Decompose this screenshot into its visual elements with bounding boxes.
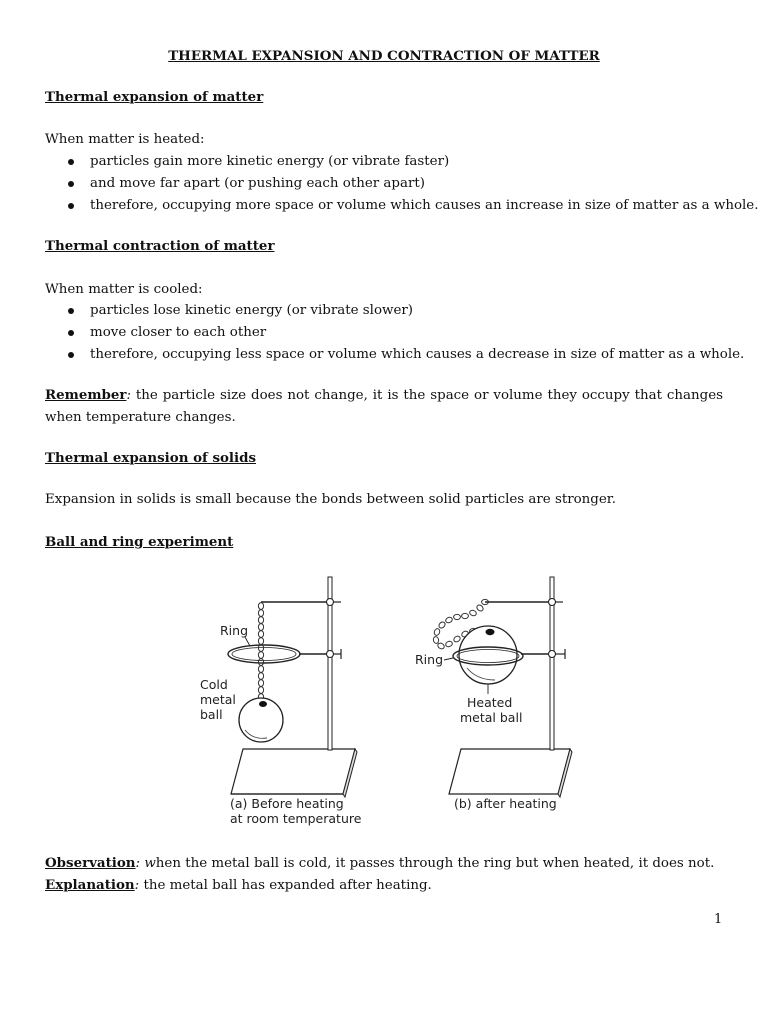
observation-first-letter: w — [144, 856, 156, 871]
expansion-bullet-list — [45, 151, 759, 217]
left-base — [231, 749, 355, 794]
remember-text: the particle size does not change, it is the space or volume they occupy that changes when temperature changes. — [45, 388, 723, 425]
cold-ball-label-line-3: ball — [200, 707, 223, 722]
remember-label: Remember — [45, 387, 127, 403]
explanation-label: Explanation — [45, 877, 135, 893]
explanation-text: the metal ball has expanded after heating. — [139, 878, 432, 893]
right-apparatus — [415, 577, 572, 811]
left-chain — [258, 603, 263, 701]
heading-ball-ring-experiment: Ball and ring experiment — [45, 534, 234, 550]
observation-label: Observation — [45, 855, 136, 871]
list-item: therefore, occupying less space or volume which causes a decrease in size of matter as a whole. — [45, 344, 725, 366]
caption-b: (b) after heating — [454, 796, 557, 811]
caption-a-line-2: at room temperature — [230, 811, 362, 826]
contraction-bullet-list — [45, 300, 745, 366]
cold-ball-label-line-1: Cold — [200, 677, 228, 692]
heated-ball-label-line-2: metal ball — [460, 710, 523, 725]
ball-and-ring-figure — [195, 572, 585, 834]
heading-thermal-expansion-solids: Thermal expansion of solids — [45, 450, 257, 466]
left-apparatus — [200, 577, 362, 826]
caption-a-line-1: (a) Before heating — [230, 796, 344, 811]
observation-text: hen the metal ball is cold, it passes through the ring but when heated, it does not. — [155, 856, 715, 871]
explanation-paragraph: Explanation: the metal ball has expanded after heating. — [45, 877, 432, 893]
observation-paragraph: Observation: when the metal ball is cold, it passes through the ring but when heated, it does not. — [45, 855, 715, 871]
list-item: particles lose kinetic energy (or vibrate slower) — [45, 300, 725, 322]
heated-ball-label-line-1: Heated — [467, 695, 513, 710]
right-ring-label: Ring — [415, 652, 444, 667]
cold-ball-label-line-2: metal — [200, 692, 236, 707]
list-item: particles gain more kinetic energy (or vibrate faster) — [45, 151, 725, 173]
list-item: move closer to each other — [45, 322, 725, 344]
page-title: THERMAL EXPANSION AND CONTRACTION OF MATTER — [168, 48, 600, 64]
right-base — [449, 749, 570, 794]
list-item: therefore, occupying more space or volume which causes an increase in size of matter as a whole. — [45, 195, 725, 217]
left-ring-label: Ring — [220, 623, 249, 638]
remember-paragraph: Remember: the particle size does not change, it is the space or volume they occupy that changes when temperature changes. — [45, 387, 723, 425]
contraction-intro: When matter is cooled: — [45, 282, 203, 297]
solids-paragraph: Expansion in solids is small because the bonds between solid particles are stronger. — [45, 492, 616, 507]
expansion-intro: When matter is heated: — [45, 132, 205, 147]
heading-thermal-contraction: Thermal contraction of matter — [45, 238, 275, 254]
heading-thermal-expansion: Thermal expansion of matter — [45, 89, 264, 105]
page-number: 1 — [714, 912, 723, 927]
list-item: and move far apart (or pushing each other apart) — [45, 173, 725, 195]
